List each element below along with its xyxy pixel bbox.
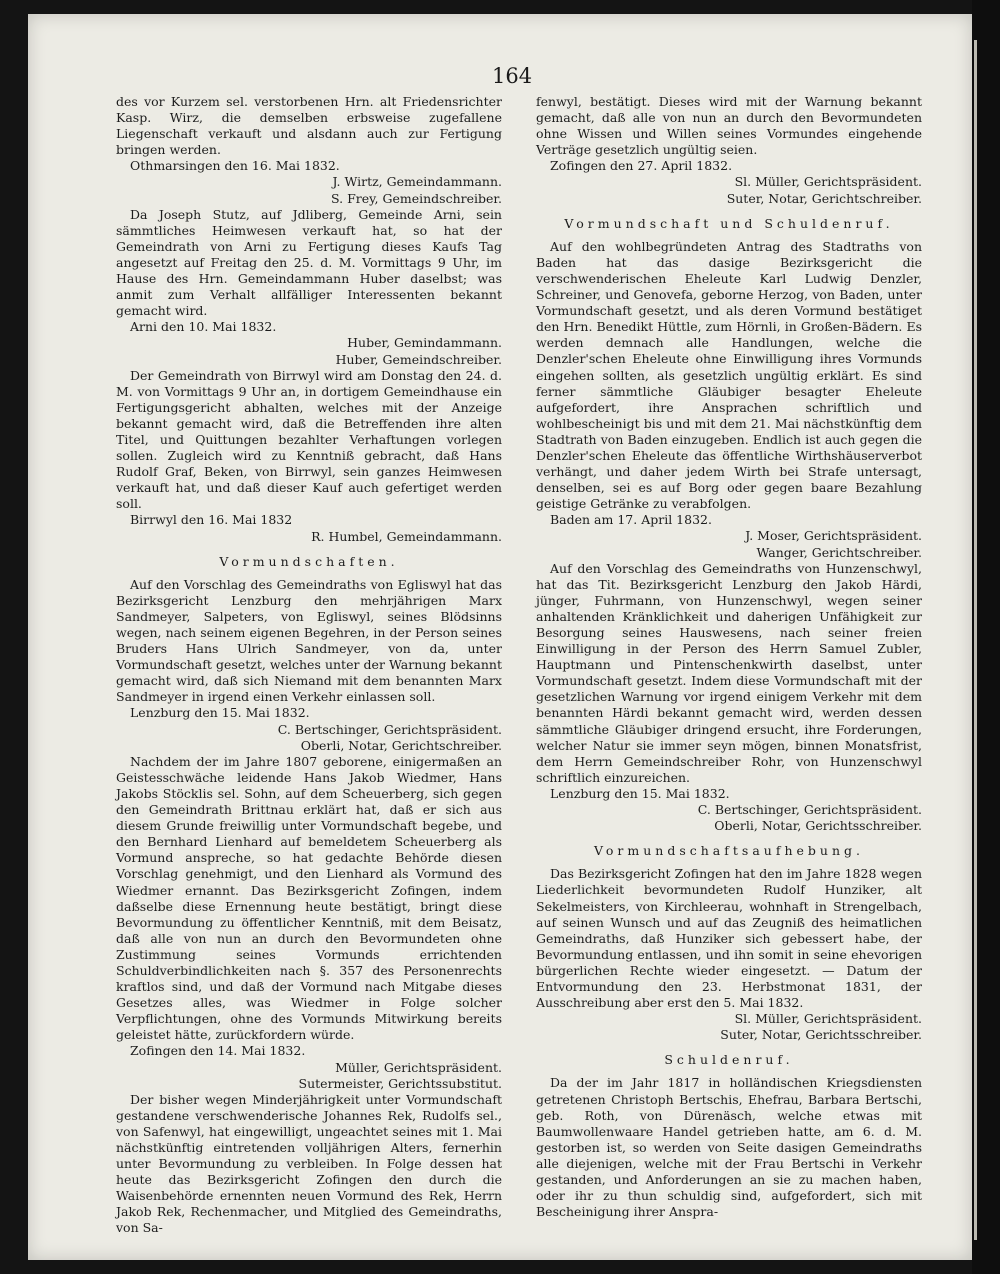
paragraph: Das Bezirksgericht Zofingen hat den im Jahre 1828 wegen Liederlichkeit bevormundeten Rudolf Hunziker, alt Sekelmeisters, von Kirchleerau, wohnhaft in Strengelbach, auf seinen Wunsch und auf das Zeugniß des heimatlichen Gemeindraths, daß Hunziker sich gebessert habe, der Bevormundung entlassen, und ihn somit in seine ehevorigen bürgerlichen Rechte wieder eingesetzt. — Datum der Entvormundung den 23. Herbstmonat 1831, der Ausschreibung aber erst den 5. Mai 1832. (536, 866, 922, 1011)
binding-shadow (974, 40, 977, 1240)
signature: Oberli, Notar, Gerichtschreiber. (300, 737, 502, 753)
signature: J. Wirtz, Gemeindammann. (332, 174, 502, 190)
place-date: Lenzburg den 15. Mai 1832. (130, 705, 310, 721)
paragraph: Auf den Vorschlag des Gemeindraths von Hunzenschwyl, hat das Tit. Bezirksgericht Lenzburg den Jakob Härdi, jünger, Fuhrmann, von Hunzenschwyl, wegen seiner anhaltenden Kränklichkeit und daherigen Unfähigkeit zur Besorgung seines Hauswesens, nach seiner freien Einwilligung in der Person des Herrn Samuel Zubler, Hauptmann und Pintenschenkwirth daselbst, unter Vormundschaft gesetzt. Indem diese Vormundschaft mit der gesetzlichen Warnung vor irgend einigem Verkehr mit dem benannten Härdi bekannt gemacht wird, werden dessen sämmtliche Gläubiger dringend ersucht, ihre Forderungen, welcher Natur sie immer seyn mögen, binnen Monatsfrist, dem Herrn Gemeindschreiber Rohr, von Hunzenschwyl schriftlich einzureichen. (536, 560, 922, 785)
page-number: 164 (492, 64, 533, 88)
signature: Huber, Gemeindschreiber. (335, 351, 502, 367)
left-column (116, 94, 502, 1237)
signature: C. Bertschinger, Gerichtspräsident. (277, 721, 502, 737)
paragraph: Auf den wohlbegründeten Antrag des Stadtraths von Baden hat das dasige Bezirksgericht die verschwenderischen Eheleute Karl Ludwig Denzler, Schreiner, und Genovefa, geborne Herzog, von Baden, unter Vormundschaft gesetzt, und als deren Vormund bestätiget den Hrn. Benedikt Hüttle, zum Hörnli, in Großen-Bädern. Es werden demnach alle Handlungen, welche die Denzler'schen Eheleute ohne Einwilligung ihres Vormunds eingehen sollten, als gesetzlich ungültig erklärt. Es sind ferner sämmtliche Gläubiger besagter Eheleute aufgefordert, ihre Ansprachen schriftlich und wohlbescheinigt bis und mit dem 21. Mai nächstkünftig dem Stadtrath von Baden einzugeben. Endlich ist auch gegen die Denzler'schen Eheleute das öffentliche Wirthshäuserverbot verhängt, und daher jedem Wirth bei Strafe untersagt, denselben, sei es auf Borg oder gegen baare Bezahlung geistige Getränke zu verabfolgen. (536, 238, 922, 512)
place-date: Zofingen den 14. Mai 1832. (130, 1043, 306, 1059)
signature: R. Humbel, Gemeindammann. (311, 528, 502, 544)
signature: S. Frey, Gemeindschreiber. (331, 190, 502, 206)
place-date: Lenzburg den 15. Mai 1832. (550, 785, 730, 801)
place-date: Zofingen den 27. April 1832. (550, 158, 733, 174)
place-date: Baden am 17. April 1832. (550, 512, 712, 528)
signature: Oberli, Notar, Gerichtsschreiber. (714, 818, 922, 834)
signature: Suter, Notar, Gerichtschreiber. (726, 190, 922, 206)
signature: Wanger, Gerichtschreiber. (756, 544, 922, 560)
place-date: Birrwyl den 16. Mai 1832 (130, 512, 293, 528)
paragraph: Nachdem der im Jahre 1807 geborene, einigermaßen an Geistesschwäche leidende Hans Jakob Wiedmer, Hans Jakobs Stöcklis sel. Sohn, auf dem Scheuerberg, sich gegen den Gemeindrath Brittnau erklärt hat, daß er sich aus diesem Grunde freiwillig unter Vormundschaft begebe, und den Bernhard Lienhard auf bemeldetem Scheuerberg als Vormund anspreche, so hat gedachte Behörde diesen Vorschlag genehmigt, und den Lienhard als Vormund des Wiedmer ernannt. Das Bezirksgericht Zofingen, indem daßselbe diese Ernennung heute bestätigt, bringt diese Bevormundung zu öffentlicher Kenntniß, mit dem Beisatz, daß alle von nun an durch den Bevormundeten ohne Zustimmung seines Vormunds errichtenden Schuldverbindlichkeiten nach §. 357 des Personenrechts kraftlos sind, und daß der Vormund nach Mitgabe dieses Gesetzes alles, was Wiedmer in Folge solcher Verpflichtungen, ohne des Vormunds Mitwirkung bereits geleistet hätte, zurückfordern würde. (116, 753, 502, 1043)
signature: Huber, Gemindammann. (347, 335, 502, 351)
paragraph: Auf den Vorschlag des Gemeindraths von Egliswyl hat das Bezirksgericht Lenzburg den mehrjährigen Marx Sandmeyer, Salpeters, von Egliswyl, seines Blödsinns wegen, nach seinem eigenen Begehren, in der Person seines Bruders Hans Ulrich Sandmeyer, von da, unter Vormundschaft gesetzt, welches unter der Warnung bekannt gemacht wird, daß sich Niemand mit dem benannten Marx Sandmeyer in irgend einen Verkehr einlassen soll. (116, 576, 502, 705)
signature: Sl. Müller, Gerichtspräsident. (734, 1011, 922, 1027)
right-column (536, 94, 922, 1220)
section-heading: Vormundschaft und Schuldenruf. (564, 215, 894, 231)
place-date: Arni den 10. Mai 1832. (130, 319, 277, 335)
paragraph: fenwyl, bestätigt. Dieses wird mit der Warnung bekannt gemacht, daß alle von nun an durch den Bevormundeten ohne Wissen und Willen seines Vormundes eingehende Verträge gesetzlich ungültig seien. (536, 94, 922, 158)
signature: Müller, Gerichtspräsident. (335, 1059, 502, 1075)
paragraph: Der Gemeindrath von Birrwyl wird am Donstag den 24. d. M. von Vormittags 9 Uhr an, in dortigem Gemeindhause ein Fertigungsgericht abhalten, welches mit der Anzeige bekannt gemacht wird, daß die Betreffenden ihre alten Titel, und Quittungen bezahlter Verhaftungen vorlegen sollen. Zugleich wird zu Kenntniß gebracht, daß Hans Rudolf Graf, Beken, von Birrwyl, sein ganzes Heimwesen verkauft hat, und daß dieser Kauf auch gefertiget werden soll. (116, 367, 502, 512)
section-heading: Schuldenruf. (664, 1052, 794, 1068)
signature: C. Bertschinger, Gerichtspräsident. (697, 802, 922, 818)
section-heading: Vormundschaftsaufhebung. (594, 843, 864, 859)
signature: Sutermeister, Gerichtssubstitut. (298, 1075, 502, 1091)
signature: Sl. Müller, Gerichtspräsident. (734, 174, 922, 190)
section-heading: Vormundschaften. (219, 553, 399, 569)
signature: J. Moser, Gerichtspräsident. (745, 528, 922, 544)
paragraph: Der bisher wegen Minderjährigkeit unter Vormundschaft gestandene verschwenderische Johannes Rek, Rudolfs sel., von Safenwyl, hat eingewilligt, ungeachtet seines mit 1. Mai nächstkünftig eintretenden volljährigen Alters, fernerhin unter Bevormundung zu verbleiben. In Folge dessen hat heute das Bezirksgericht Zofingen den durch die Waisenbehörde ernennten neuen Vormund des Rek, Herrn Jakob Rek, Rechenmacher, und Mitglied des Gemeindraths, von Sa- (116, 1091, 502, 1236)
paragraph: des vor Kurzem sel. verstorbenen Hrn. alt Friedensrichter Kasp. Wirz, die demselben erbsweise zugefallene Liegenschaft verkauft und alsdann auch zur Fertigung bringen werden. (116, 94, 502, 158)
place-date: Othmarsingen den 16. Mai 1832. (130, 158, 340, 174)
signature: Suter, Notar, Gerichtsschreiber. (720, 1027, 922, 1043)
paragraph: Da Joseph Stutz, auf Jdliberg, Gemeinde Arni, sein sämmtliches Heimwesen verkauft hat, so hat der Gemeindrath von Arni zu Fertigung dieses Kaufs Tag angesetzt auf Freitag den 25. d. M. Vormittags 9 Uhr, im Hause des Hrn. Gemeindammann Huber daselbst; was anmit zum Verhalt allfälliger Interessenten bekannt gemacht wird. (116, 206, 502, 319)
paragraph: Da der im Jahr 1817 in holländischen Kriegsdiensten getretenen Christoph Bertschis, Ehefrau, Barbara Bertschi, geb. Roth, von Dürenäsch, welche etwas mit Baumwollenwaare Handel getrieben hatte, am 6. d. M. gestorben ist, so werden von Seite dasigen Gemeindraths alle diejenigen, welche mit der Frau Bertschi in Verkehr gestanden, und Anforderungen an sie zu machen haben, oder ihr zu thun schuldig sind, aufgefordert, sich mit Bescheinigung ihrer Anspra- (536, 1075, 922, 1220)
